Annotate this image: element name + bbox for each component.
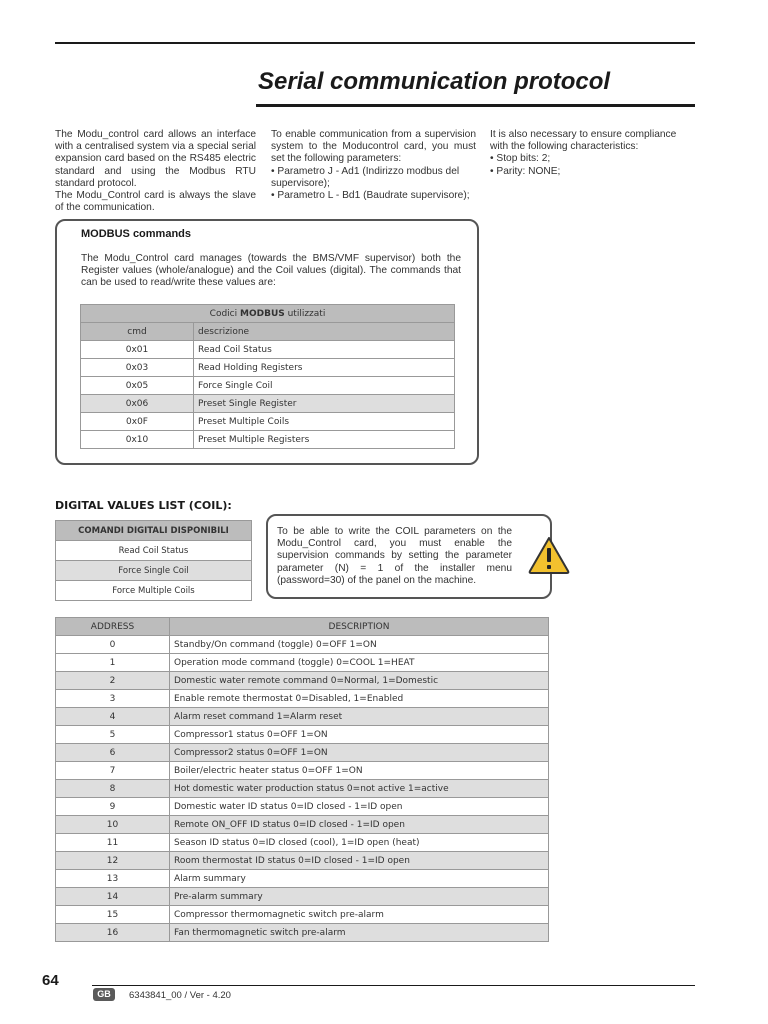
- coil-address-table: [55, 617, 549, 942]
- intro-bullet: • Stop bits: 2;: [490, 153, 551, 165]
- modbus-commands-title: MODBUS commands: [81, 228, 192, 240]
- warning-text: To be able to write the COIL parameters on the Modu_Control card, you must enable the supervision commands by setting the parameter parameter (N) = 1 of the installer menu (password=30) of the panel on the machine.: [277, 526, 512, 586]
- table-row: 0x0F Preset Multiple Coils: [81, 413, 455, 431]
- page-number: 64: [42, 972, 59, 989]
- table-row: 10 Remote ON_OFF ID status 0=ID closed - 1=ID open: [56, 816, 549, 834]
- intro-paragraph: It is also necessary to ensure compliance with the following characteristics:: [490, 129, 677, 153]
- intro-bullet: • Parity: NONE;: [490, 165, 561, 177]
- table-row: 0x05 Force Single Coil: [81, 377, 455, 395]
- intro-paragraph: The Modu_Control card is always the slave of the communication.: [55, 190, 256, 214]
- table-row: 5 Compressor1 status 0=OFF 1=ON: [56, 726, 549, 744]
- table-row: 12 Room thermostat ID status 0=ID closed - 1=ID open: [56, 852, 549, 870]
- available-commands-table: [55, 520, 252, 601]
- table-row: 0 Standby/On command (toggle) 0=OFF 1=ON: [56, 636, 549, 654]
- table-row: 16 Fan thermomagnetic switch pre-alarm: [56, 924, 549, 942]
- table-row: Force Multiple Coils: [56, 581, 252, 601]
- intro-column-2: [271, 129, 476, 202]
- intro-column-1: [55, 129, 256, 214]
- top-rule: [55, 42, 695, 44]
- modbus-codes-table: [80, 304, 455, 449]
- table-row: 9 Domestic water ID status 0=ID closed - 1=ID open: [56, 798, 549, 816]
- table-row: 14 Pre-alarm summary: [56, 888, 549, 906]
- footer-rule: [92, 985, 695, 986]
- intro-bullet: • Parametro L - Bd1 (Baudrate supervisore);: [271, 190, 470, 202]
- table-row: 3 Enable remote thermostat 0=Disabled, 1=Enabled: [56, 690, 549, 708]
- intro-paragraph: The Modu_control card allows an interface with a centralised system via a special serial expansion card based on the RS485 electric standard and using the Modbus RTU standard protocol.: [55, 129, 256, 189]
- table-row: 15 Compressor thermomagnetic switch pre-alarm: [56, 906, 549, 924]
- table-row: 0x01 Read Coil Status: [81, 341, 455, 359]
- title-rule: [256, 104, 695, 107]
- intro-column-3: [490, 129, 696, 178]
- column-header-cmd: cmd: [81, 323, 194, 341]
- column-header-address: ADDRESS: [56, 618, 170, 636]
- column-header-commands: COMANDI DIGITALI DISPONIBILI: [56, 521, 252, 541]
- warning-triangle-icon: [527, 535, 571, 580]
- table-row: 7 Boiler/electric heater status 0=OFF 1=ON: [56, 762, 549, 780]
- table-row: 6 Compressor2 status 0=OFF 1=ON: [56, 744, 549, 762]
- table-row: 11 Season ID status 0=ID closed (cool), 1=ID open (heat): [56, 834, 549, 852]
- document-reference: 6343841_00 / Ver - 4.20: [129, 990, 231, 1001]
- modbus-table-caption: Codici MODBUS utilizzati: [81, 305, 455, 323]
- table-row: 2 Domestic water remote command 0=Normal, 1=Domestic: [56, 672, 549, 690]
- table-row: 1 Operation mode command (toggle) 0=COOL 1=HEAT: [56, 654, 549, 672]
- page-title: Serial communication protocol: [258, 68, 611, 95]
- table-row: 8 Hot domestic water production status 0=not active 1=active: [56, 780, 549, 798]
- table-row: Read Coil Status: [56, 541, 252, 561]
- intro-paragraph: To enable communication from a supervision system to the Moducontrol card, you must set the following parameters:: [271, 129, 476, 165]
- digital-values-title: DIGITAL VALUES LIST (COIL):: [55, 499, 232, 512]
- table-row: 13 Alarm summary: [56, 870, 549, 888]
- column-header-description: DESCRIPTION: [170, 618, 549, 636]
- table-row: Force Single Coil: [56, 561, 252, 581]
- intro-bullet: • Parametro J - Ad1 (Indirizzo modbus del supervisore);: [271, 165, 460, 189]
- column-header-description: descrizione: [194, 323, 455, 341]
- table-row: 0x06 Preset Single Register: [81, 395, 455, 413]
- language-badge: GB: [93, 988, 115, 1001]
- table-row: 4 Alarm reset command 1=Alarm reset: [56, 708, 549, 726]
- table-row: 0x03 Read Holding Registers: [81, 359, 455, 377]
- table-row: 0x10 Preset Multiple Registers: [81, 431, 455, 449]
- modbus-commands-text: The Modu_Control card manages (towards the BMS/VMF supervisor) both the Register values (whole/analogue) and the Coil values (digital). The commands that can be used to read/write these values are:: [81, 253, 461, 289]
